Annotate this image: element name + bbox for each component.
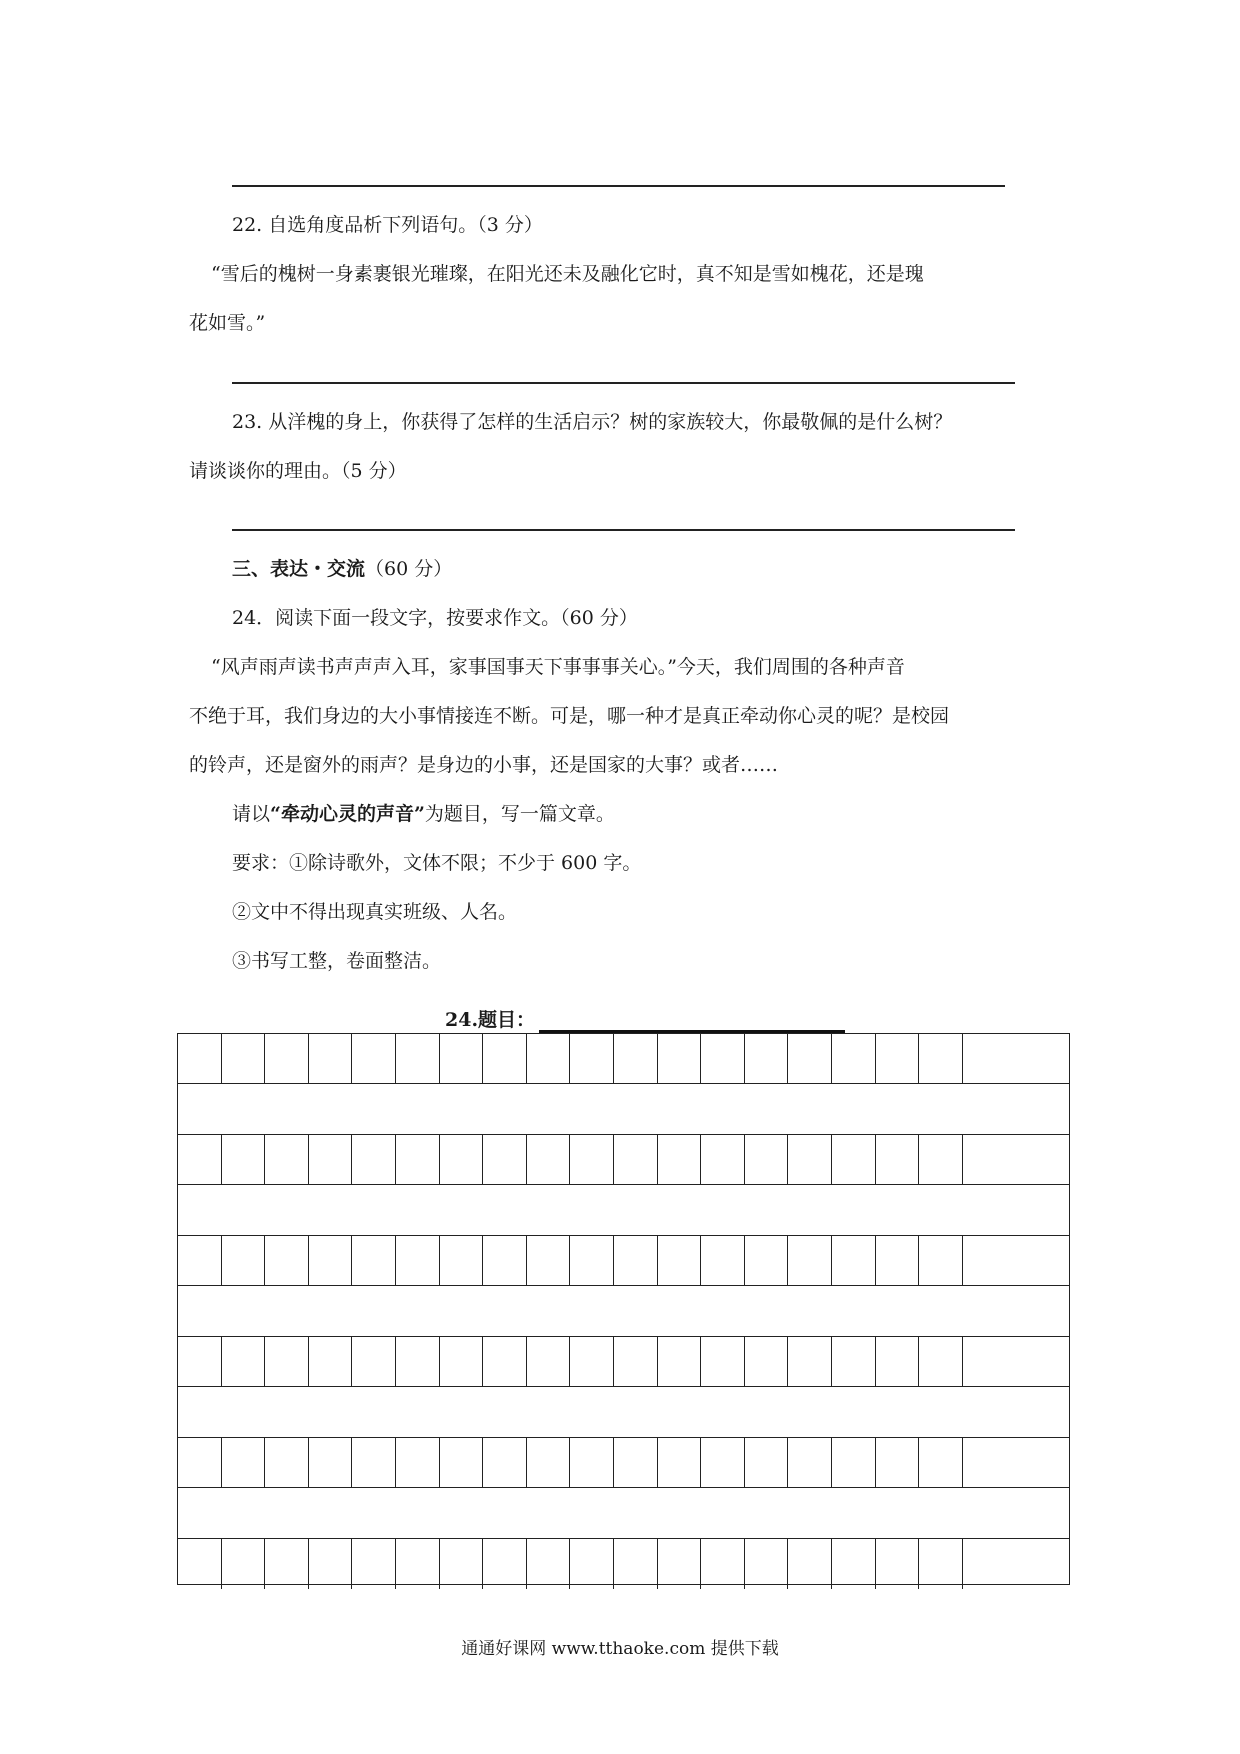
grid-cell[interactable] [352,1539,396,1589]
grid-cell[interactable] [701,1135,745,1184]
grid-cell[interactable] [963,1337,1069,1386]
grid-cell-row [178,1337,1069,1387]
section3-heading-score: （60 分） [365,558,453,580]
q23-line2: 请谈谈你的理由。（5 分） [189,460,407,482]
answer-line-q22 [232,382,1015,384]
grid-cell-row [178,1034,1069,1084]
grid-spacer-row [178,1387,1069,1438]
grid-spacer-row [178,1488,1069,1539]
q24-requirement-2: ②文中不得出现真实班级、人名。 [232,901,518,923]
grid-cell[interactable] [396,1034,440,1083]
grid-cell[interactable] [527,1135,571,1184]
grid-cell[interactable] [352,1438,396,1487]
q22-quote-line2: 花如雪。” [189,312,266,334]
grid-cell[interactable] [745,1034,789,1083]
grid-cell[interactable] [483,1337,527,1386]
title-instruction-post: 为题目，写一篇文章。 [424,803,615,825]
grid-cell[interactable] [614,1034,658,1083]
grid-cell[interactable] [658,1135,702,1184]
grid-cell[interactable] [701,1236,745,1285]
grid-cell[interactable] [570,1236,614,1285]
grid-cell[interactable] [222,1034,266,1083]
grid-cell[interactable] [396,1337,440,1386]
grid-cell[interactable] [658,1034,702,1083]
grid-cell[interactable] [614,1438,658,1487]
grid-cell[interactable] [919,1236,963,1285]
q24-para-line2: 不绝于耳，我们身边的大小事情接连不断。可是，哪一种才是真正牵动你心灵的呢？是校园 [189,705,950,727]
grid-cell[interactable] [178,1539,222,1589]
grid-cell[interactable] [570,1135,614,1184]
grid-cell[interactable] [570,1034,614,1083]
grid-spacer-row [178,1084,1069,1135]
grid-cell[interactable] [222,1438,266,1487]
essay-title-row [445,1007,845,1033]
grid-cell[interactable] [440,1034,484,1083]
grid-cell[interactable] [876,1236,920,1285]
grid-cell[interactable] [745,1337,789,1386]
q24-title-instruction [232,801,615,827]
q23-line1: 23. 从洋槐的身上，你获得了怎样的生活启示？树的家族较大，你最敬佩的是什么树？ [232,411,953,433]
grid-cell[interactable] [309,1539,353,1589]
grid-cell[interactable] [265,1337,309,1386]
grid-cell[interactable] [527,1438,571,1487]
grid-cell[interactable] [440,1438,484,1487]
grid-cell[interactable] [440,1337,484,1386]
grid-cell[interactable] [876,1539,920,1589]
grid-cell[interactable] [832,1539,876,1589]
grid-cell[interactable] [832,1438,876,1487]
grid-cell[interactable] [919,1438,963,1487]
grid-cell[interactable] [788,1438,832,1487]
grid-cell[interactable] [352,1236,396,1285]
grid-cell[interactable] [788,1236,832,1285]
grid-cell[interactable] [876,1034,920,1083]
q24-para-line1: “风声雨声读书声声声入耳，家事国事天下事事事关心。”今天，我们周围的各种声音 [211,656,905,678]
grid-cell[interactable] [832,1034,876,1083]
grid-cell[interactable] [178,1337,222,1386]
answer-line-q23 [232,529,1015,531]
grid-cell[interactable] [963,1135,1069,1184]
grid-cell[interactable] [614,1337,658,1386]
grid-cell[interactable] [309,1438,353,1487]
section3-heading-title: 三、表达・交流 [232,558,366,580]
grid-cell[interactable] [222,1135,266,1184]
q24-prompt: 24．阅读下面一段文字，按要求作文。（60 分） [232,607,638,629]
grid-cell[interactable] [570,1337,614,1386]
grid-cell[interactable] [701,1539,745,1589]
grid-cell[interactable] [832,1236,876,1285]
q22-quote-line1: “雪后的槐树一身素裹银光璀璨，在阳光还未及融化它时，真不知是雪如槐花，还是瑰 [211,263,924,285]
grid-cell[interactable] [352,1135,396,1184]
q24-requirement-3: ③书写工整，卷面整洁。 [232,950,442,972]
grid-cell[interactable] [963,1236,1069,1285]
essay-title-label: 24.题目： [445,1009,536,1031]
grid-cell[interactable] [919,1337,963,1386]
grid-cell[interactable] [919,1539,963,1589]
grid-cell[interactable] [745,1438,789,1487]
grid-cell[interactable] [658,1337,702,1386]
grid-cell[interactable] [788,1034,832,1083]
grid-cell[interactable] [222,1236,266,1285]
footer-credit: 通通好课网 www.tthaoke.com 提供下载 [461,1639,779,1659]
grid-cell[interactable] [265,1438,309,1487]
grid-cell[interactable] [788,1539,832,1589]
grid-cell[interactable] [614,1539,658,1589]
grid-cell[interactable] [396,1236,440,1285]
grid-cell[interactable] [527,1539,571,1589]
grid-cell[interactable] [701,1337,745,1386]
q24-para-line3: 的铃声，还是窗外的雨声？是身边的小事，还是国家的大事？或者…… [189,754,779,776]
grid-cell[interactable] [701,1438,745,1487]
grid-cell[interactable] [745,1135,789,1184]
grid-cell[interactable] [614,1236,658,1285]
grid-cell[interactable] [309,1135,353,1184]
grid-cell[interactable] [658,1438,702,1487]
grid-cell[interactable] [440,1135,484,1184]
grid-cell[interactable] [527,1034,571,1083]
grid-cell[interactable] [222,1539,266,1589]
grid-cell[interactable] [832,1135,876,1184]
grid-cell[interactable] [919,1034,963,1083]
grid-cell[interactable] [483,1438,527,1487]
grid-cell[interactable] [483,1539,527,1589]
grid-cell[interactable] [222,1337,266,1386]
grid-cell-row [178,1539,1069,1589]
grid-cell[interactable] [396,1539,440,1589]
q22-prompt: 22. 自选角度品析下列语句。（3 分） [232,214,543,236]
grid-cell[interactable] [178,1034,222,1083]
answer-line-q21 [232,185,1005,187]
grid-cell[interactable] [178,1135,222,1184]
grid-cell[interactable] [309,1236,353,1285]
grid-cell[interactable] [352,1034,396,1083]
grid-cell[interactable] [352,1337,396,1386]
grid-cell-row [178,1135,1069,1185]
grid-cell[interactable] [527,1236,571,1285]
grid-cell[interactable] [570,1438,614,1487]
grid-cell[interactable] [614,1135,658,1184]
grid-cell[interactable] [483,1236,527,1285]
grid-cell[interactable] [658,1539,702,1589]
grid-cell[interactable] [745,1539,789,1589]
grid-cell[interactable] [919,1135,963,1184]
grid-cell[interactable] [265,1135,309,1184]
q24-requirement-1: 要求：①除诗歌外，文体不限；不少于 600 字。 [232,852,642,874]
grid-spacer-row [178,1286,1069,1337]
grid-cell[interactable] [440,1236,484,1285]
grid-cell[interactable] [440,1539,484,1589]
writing-grid[interactable] [177,1033,1070,1585]
grid-cell[interactable] [178,1438,222,1487]
essay-required-title: “牵动心灵的声音” [270,803,425,825]
grid-cell[interactable] [570,1539,614,1589]
grid-cell[interactable] [265,1236,309,1285]
grid-cell[interactable] [963,1539,1069,1589]
grid-cell[interactable] [701,1034,745,1083]
grid-cell[interactable] [788,1135,832,1184]
grid-cell[interactable] [832,1337,876,1386]
grid-cell[interactable] [745,1236,789,1285]
grid-cell[interactable] [396,1438,440,1487]
grid-cell[interactable] [963,1034,1069,1083]
grid-cell[interactable] [483,1135,527,1184]
grid-cell[interactable] [396,1135,440,1184]
grid-cell[interactable] [309,1337,353,1386]
grid-cell-row [178,1236,1069,1286]
grid-cell[interactable] [876,1337,920,1386]
grid-cell[interactable] [265,1539,309,1589]
essay-title-input[interactable] [539,1008,845,1033]
grid-cell[interactable] [876,1438,920,1487]
grid-cell[interactable] [876,1135,920,1184]
grid-cell[interactable] [483,1034,527,1083]
grid-cell[interactable] [963,1438,1069,1487]
grid-cell[interactable] [658,1236,702,1285]
grid-cell[interactable] [788,1337,832,1386]
grid-cell-row [178,1438,1069,1488]
grid-cell[interactable] [178,1236,222,1285]
grid-spacer-row [178,1185,1069,1236]
title-instruction-pre: 请以 [232,803,271,825]
grid-cell[interactable] [309,1034,353,1083]
grid-cell[interactable] [527,1337,571,1386]
section3-heading [232,556,452,582]
grid-cell[interactable] [265,1034,309,1083]
